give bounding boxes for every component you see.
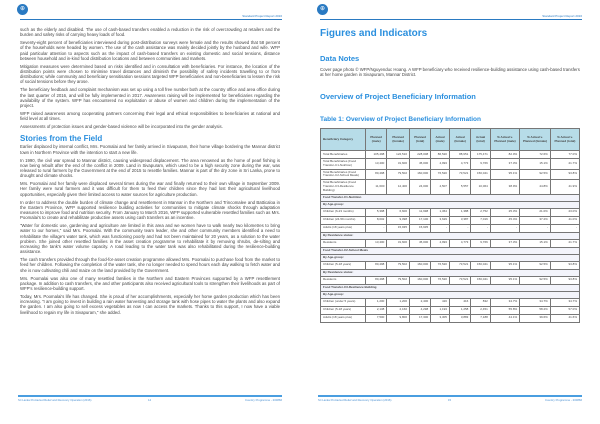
- table-cell: 1,200: [387, 298, 410, 306]
- table-cell: 150,041: [471, 169, 490, 180]
- table-cell: 17,300: [410, 314, 431, 322]
- table-cell: 9,766: [471, 159, 490, 170]
- column-header: % Actual v. Planned (total): [550, 129, 579, 151]
- paragraph: "Water for domestic use, gardening and agriculture are limited in this area and we women have to walk nearly two kilometres to bring water to our homes," said Mrs. Poomalai. With the community team leader, she and other community members identified a need to rehabilitate the village's water tank, which was functioning poorly and had not been maintained for 20 years, as a solution to the water problem. She joined other resettled families in the asset creation programme to rehabilitate it by removing shrubs, de-silting and increasing the tank's water volume capacity. A road leading to the water tank was also rehabilitated during the resilience-building assistance.: [20, 223, 280, 255]
- table-row: [321, 208, 580, 216]
- table-cell: 45,000: [410, 239, 431, 247]
- paragraph: Mrs. Poomalai was also one of many resettled families in the Northern and Eastern Provinces supported by a WFP resettlement package. In addition to cash transfers, she and other participants also received agricultural tools to strengthen their livelihoods as part of WFP's resilience-building support.: [20, 275, 280, 292]
- table-cell: 2,451: [471, 306, 490, 314]
- paragraph: The cash transfers provided through the food-for-asset creation programme allowed Mrs. Poomalai to purchase food from the market to feed her children. Following the completion of the water tank, she no longer needed to spend hours each day walking to fetch water and she is now cultivating chili and maize on the land provided by the Government.: [20, 257, 280, 273]
- table-cell: 1,388: [449, 208, 470, 216]
- table-cell: 73,521: [449, 261, 470, 269]
- table-cell: 79,502: [387, 261, 410, 269]
- table-cell: 72.6%: [520, 151, 551, 159]
- table-cell: 5,557: [449, 180, 470, 194]
- table-cell: 73,521: [449, 169, 470, 180]
- table-cell: 95.1%: [490, 169, 519, 180]
- table-cell: 31,600: [387, 239, 410, 247]
- paragraph: Seventy-eight percent of beneficiaries interviewed during post-distribution surveys were female and the results showed that 58 percent of the households were headed by women. The use of the cash assistance was mainly decided jointly by the husband and wife. WFP paid particular attention to aspects such as the impact of cash-based transfers on existing domestic and social tensions, distance between household and in-kind food distribution locations and between communities and markets.: [20, 40, 280, 61]
- row-label: Children (5-18 years): [321, 261, 366, 269]
- table-cell: -: [366, 224, 387, 232]
- table-cell: 73,521: [449, 276, 470, 284]
- table-cell: 11,998: [410, 208, 431, 216]
- table-cell: 4,993: [431, 239, 450, 247]
- table-cell: 37.2%: [520, 216, 551, 224]
- paragraph: In 1990, the civil war spread to Mannar district, causing widespread displacement. The area renowned as the home of pearl fishing is now being rebuilt after the end of the conflict in 2009. Land in Sivapuram, which used to be a high security zone during the war, was released to rural farmers by the Government at the end of 2015 to resettle families. Mannar is part of the dry zone in Sri Lanka, prone to drought and climate shocks.: [20, 157, 280, 179]
- table-cell: 57.0%: [550, 306, 579, 314]
- table-cell: 160,000: [410, 261, 431, 269]
- table-cell: 2,138: [366, 306, 387, 314]
- table-cell: 5,398: [366, 208, 387, 216]
- table-cell: 79,502: [387, 169, 410, 180]
- row-label: Children (under 5 years): [321, 298, 366, 306]
- table-cell: -: [490, 224, 519, 232]
- table-cell: 80,498: [366, 261, 387, 269]
- table-cell: 7,016: [471, 216, 490, 224]
- stories-heading: Stories from the Field: [20, 134, 103, 144]
- table-cell: 160,000: [410, 276, 431, 284]
- table-cell: 55.8%: [490, 306, 519, 314]
- table-cell: 82.0%: [490, 151, 519, 159]
- row-label: Children (5-18 years): [321, 306, 366, 314]
- paragraph: Mrs. Poomalai and her family were displaced several times during the war and finally returned to their own village in September 2009. Her family were rural farmers and it was difficult for them to feed their children since they had lost their agricultural livelihood opportunities, especially given their limited access to water sources for agriculture production.: [20, 181, 280, 197]
- table-row: [321, 169, 580, 180]
- table-cell: 15.1%: [520, 239, 551, 247]
- section-row: [321, 284, 580, 291]
- table-cell: 160,000: [410, 169, 431, 180]
- paragraph: In order to address the double burden of climate change and resettlement in Mannar in the Northern and Trincomalee and Batticaloa in the Eastern Province, WFP supported resilience building activities for communities to mitigate climate shocks through adaptation measures to improve food and nutrition security. From January to March 2016, WFP supported vulnerable resettled families such as Mrs. Poomalai's to create and rehabilitate productive assets using cash transfers as an incentive.: [20, 199, 280, 221]
- table-cell: 1,364: [431, 208, 450, 216]
- table-cell: 92.5%: [520, 169, 551, 180]
- section-row: [321, 269, 580, 276]
- column-header: Planned (female): [387, 129, 410, 151]
- table-cell: 80,498: [366, 276, 387, 284]
- wfp-logo: ⊕: [17, 4, 28, 15]
- table-cell: 15,935: [410, 224, 431, 232]
- table-cell: 24,000: [410, 180, 431, 194]
- table-cell: 92.5%: [520, 276, 551, 284]
- table-cell: -: [471, 224, 490, 232]
- row-label: Residents: [321, 276, 366, 284]
- table-cell: 416: [431, 298, 450, 306]
- table-cell: 1,200: [366, 298, 387, 306]
- table-cell: 2,752: [471, 208, 490, 216]
- table-cell: 44.1%: [490, 314, 519, 322]
- paragraph: such as the elderly and disabled. The use of cash-based transfers enabled a reduction in the risk of overcrowding at retailers and the burden and safety risks of carrying heavy loads of food.: [20, 27, 280, 38]
- paragraph: Assessments of protection issues and gender-based violence will be incorporated into the gender analysis.: [20, 123, 223, 129]
- table-cell: 4,773: [449, 239, 470, 247]
- table-cell: 3,387: [449, 216, 470, 224]
- section-row: [321, 291, 580, 298]
- table-cell: 9,800: [387, 314, 410, 322]
- table-cell: 4,507: [431, 180, 450, 194]
- table-cell: 86,520: [431, 151, 450, 159]
- table-cell: 41.9%: [550, 180, 579, 194]
- table-cell: 3,305: [431, 314, 450, 322]
- table-cell: 105,498: [366, 151, 387, 159]
- footer-left: Sri Lanka Protracted Relief and Recovery Operation (2016): [18, 398, 92, 402]
- table-cell: 76,520: [431, 276, 450, 284]
- table-row: [321, 306, 580, 314]
- row-label: Total Beneficiaries (Food Transfer-C2-School Meals): [321, 169, 366, 180]
- page-number: 14: [148, 398, 152, 402]
- footer-right: Country Programme - 200866: [545, 398, 582, 402]
- table-cell: 79,502: [387, 276, 410, 284]
- table-row: [321, 298, 580, 306]
- row-label: Total Beneficiaries (Food Transfer-C3-Resilience Building): [321, 180, 366, 194]
- left-body: [20, 27, 280, 317]
- table-cell: 34.7%: [490, 298, 519, 306]
- table-cell: 4,993: [431, 159, 450, 170]
- table-cell: 122,510: [387, 151, 410, 159]
- section-row: [321, 254, 580, 261]
- paragraph: Mitigation measures were determined based on risks identified and in consultation with beneficiaries. For instance, the location of the distribution points were chosen to minimise travel distances and diminish the possibility of safety incidents travelling to or from distributions; while community and beneficiary sensitisation sessions targeted WFP beneficiaries and non-beneficiaries to lessen the risk of social tensions before they arose.: [20, 63, 280, 85]
- table-row: [321, 159, 580, 170]
- header-divider: [20, 19, 282, 20]
- section-row: [321, 201, 580, 208]
- table-cell: 21.7%: [550, 239, 579, 247]
- paragraph: The beneficiary feedback and complaint mechanism was set up using a toll free number both at the country office and area office during the last quarter of 2016, and will be fully implemented in 2017. Awareness raising will be implemented for beneficiaries regarding the availability of the system. WFP has encountered no exploitation or abuse of women and children during the implementation of the project.: [20, 87, 280, 109]
- row-label: Children (6-23 months): [321, 208, 366, 216]
- table-cell: 150,041: [471, 276, 490, 284]
- table-cell: 38.9%: [490, 180, 519, 194]
- table-cell: 34.7%: [550, 298, 579, 306]
- table-cell: 150,041: [471, 261, 490, 269]
- table-cell: 80,498: [366, 169, 387, 180]
- table-cell: 93.8%: [550, 276, 579, 284]
- table-cell: 13,400: [366, 239, 387, 247]
- table-cell: 8,002: [366, 216, 387, 224]
- table-cell: 44.8%: [520, 180, 551, 194]
- column-header: Actual (female): [449, 129, 470, 151]
- row-label: Total Beneficiaries: [321, 151, 366, 159]
- table-cell: 39.6%: [520, 314, 551, 322]
- table-cell: -: [449, 224, 470, 232]
- table-cell: 9,098: [387, 216, 410, 224]
- column-header: Actual (total): [471, 129, 490, 151]
- column-header: Planned (total): [410, 129, 431, 151]
- data-notes-heading: Data Notes: [320, 54, 360, 63]
- row-label: Children (24-59 months): [321, 216, 366, 224]
- table-cell: 175,471: [471, 151, 490, 159]
- section-label: Food Transfer-C3-Resilience Building: [321, 284, 580, 291]
- table-cell: 37.3%: [490, 239, 519, 247]
- overview-heading: Overview of Project Beneficiary Information: [320, 92, 476, 101]
- header-divider: [320, 19, 582, 20]
- table-cell: 416: [449, 298, 470, 306]
- table-cell: 7,188: [471, 314, 490, 322]
- table-cell: 11,600: [366, 180, 387, 194]
- column-header: Planned (male): [366, 129, 387, 151]
- table-cell: 92.5%: [520, 261, 551, 269]
- table-cell: 3,629: [431, 216, 450, 224]
- table-cell: 41.0%: [550, 216, 579, 224]
- section-row: [321, 247, 580, 254]
- row-label: Residents: [321, 239, 366, 247]
- table-cell: -: [550, 224, 579, 232]
- section-label: Food Transfer-C1-Nutrition: [321, 194, 580, 201]
- column-header: Beneficiary Category: [321, 129, 366, 151]
- table-row: [321, 216, 580, 224]
- table-cell: 2,160: [387, 306, 410, 314]
- table-cell: 25.3%: [490, 208, 519, 216]
- table-cell: 76,520: [431, 169, 450, 180]
- table-cell: 37.3%: [490, 159, 519, 170]
- table-row: [321, 239, 580, 247]
- table-row: [321, 180, 580, 194]
- paragraph: WFP raised awareness among cooperating partners concerning their legal and ethical responsibilities to beneficiaries at national and field level at all times.: [20, 110, 280, 122]
- table-cell: 58.2%: [520, 306, 551, 314]
- table-cell: -: [431, 224, 450, 232]
- table-cell: 23.0%: [550, 208, 579, 216]
- table-cell: 88,951: [449, 151, 470, 159]
- table-row: [321, 314, 580, 322]
- table-cell: 76,520: [431, 261, 450, 269]
- footer-divider: [318, 395, 582, 397]
- table-cell: 12,400: [387, 180, 410, 194]
- column-header: Actual (male): [431, 129, 450, 151]
- section-label: By Age-group:: [321, 291, 580, 298]
- section-label: By Residence status:: [321, 269, 580, 276]
- table-cell: 17,100: [410, 216, 431, 224]
- page-number: 15: [448, 398, 452, 402]
- column-header: % Actual v. Planned (male): [490, 129, 519, 151]
- table-cell: 93.8%: [550, 261, 579, 269]
- row-label: Adults (18 years plus): [321, 314, 366, 322]
- table-cell: 41.6%: [550, 314, 579, 322]
- table-cell: 7,500: [366, 314, 387, 322]
- table-cell: 93.8%: [550, 169, 579, 180]
- section-label: Food Transfer-C2-School Meals: [321, 247, 580, 254]
- row-label: Adults (18 years plus): [321, 224, 366, 232]
- table-cell: 1,193: [431, 306, 450, 314]
- table-cell: 21.7%: [550, 159, 579, 170]
- table-cell: 31,600: [387, 159, 410, 170]
- table-cell: 95.1%: [490, 276, 519, 284]
- table-cell: 45.4%: [490, 216, 519, 224]
- row-label: Total Beneficiaries (Food Transfer-C1-Nutrition): [321, 159, 366, 170]
- table-cell: 228,008: [410, 151, 431, 159]
- paragraph: Today, Mrs. Poomalai's life has changed. She is proud of her accomplishments, especially her home garden production which has been increasing. "I am going to invest in building a rain water harvesting and storage tank with hose pipes to water the plants and also expand the garden. I am also going to sell excess vegetables as now I can access the markets. Thanks to this support, I now have a viable livelihood to regain my life in Sivapuram," she added.: [20, 293, 280, 315]
- table-cell: 15,935: [387, 224, 410, 232]
- right-page: [300, 0, 600, 424]
- table-row: [321, 151, 580, 159]
- table-cell: 34.7%: [520, 298, 551, 306]
- paragraph: Earlier displaced by internal conflict, Mrs. Poomalai and her family arrived in Sivapuram, their home village bordering the Mannar district town in Northern Province with the intention to start a new life.: [20, 144, 280, 155]
- column-header: % Actual v. Planned (female): [520, 129, 551, 151]
- table-cell: 6,600: [387, 208, 410, 216]
- section-label: By Age-group:: [321, 201, 580, 208]
- data-notes-text: Cover page photo © WFP/Nguyenduc Hoang. A WFP beneficiary who received resilience-building assistance using cash-based transfers at her home garden in Sivapuram, Mannar District.: [320, 67, 580, 78]
- table-row: [321, 276, 580, 284]
- footer-right: Country Programme - 200866: [245, 398, 282, 402]
- table-cell: -: [520, 224, 551, 232]
- table-cell: 2,400: [410, 298, 431, 306]
- header-title: Standard Project Report 2016: [542, 14, 582, 18]
- footer-left: Sri Lanka Protracted Relief and Recovery Operation (2016): [318, 398, 392, 402]
- table-cell: 4,773: [449, 159, 470, 170]
- table-cell: 15.1%: [520, 159, 551, 170]
- page-title: Figures and Indicators: [320, 28, 428, 39]
- table-title: Table 1: Overview of Project Beneficiary Information: [320, 116, 481, 123]
- table-cell: 95.1%: [490, 261, 519, 269]
- section-row: [321, 232, 580, 239]
- table-cell: 10,064: [471, 180, 490, 194]
- table-cell: 77.0%: [550, 151, 579, 159]
- table-cell: 4,298: [410, 306, 431, 314]
- table-cell: 21.0%: [520, 208, 551, 216]
- header-title: Standard Project Report 2016: [242, 14, 282, 18]
- wfp-logo: ⊕: [317, 4, 328, 15]
- table-cell: 13,400: [366, 159, 387, 170]
- beneficiary-table: [320, 128, 580, 323]
- table-cell: 3,883: [449, 314, 470, 322]
- table-cell: 45,000: [410, 159, 431, 170]
- table-cell: 832: [471, 298, 490, 306]
- section-row: [321, 194, 580, 201]
- table-cell: 1,258: [449, 306, 470, 314]
- table-row: [321, 261, 580, 269]
- footer-divider: [18, 395, 282, 397]
- section-label: By Age-group:: [321, 254, 580, 261]
- table-cell: 9,766: [471, 239, 490, 247]
- section-label: By Residence status:: [321, 232, 580, 239]
- table-row: [321, 224, 580, 232]
